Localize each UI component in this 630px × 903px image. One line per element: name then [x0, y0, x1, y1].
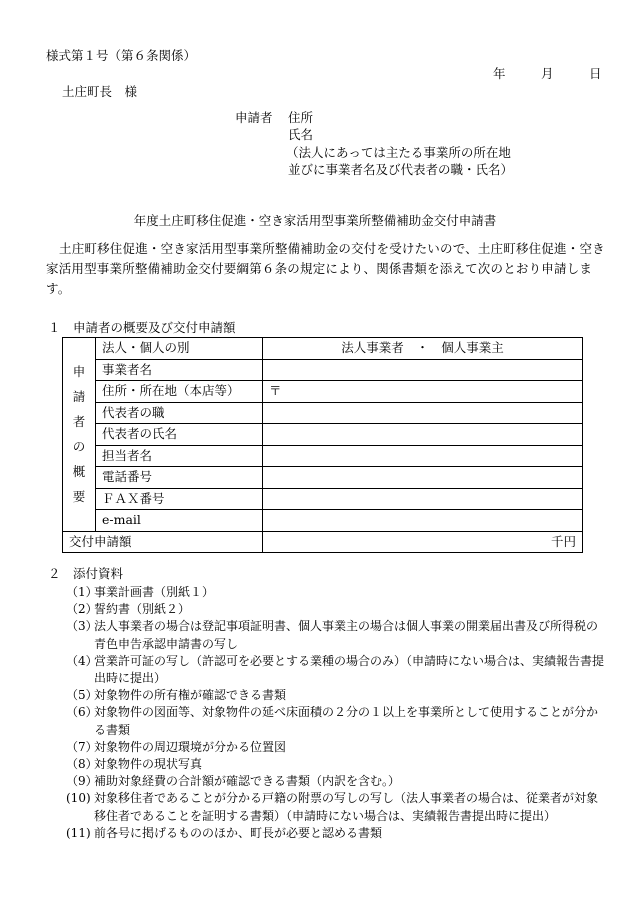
email-field[interactable]	[263, 510, 583, 532]
item-text: 対象物件の現状写真	[94, 757, 203, 772]
grant-amount-label: 交付申請額	[63, 531, 263, 553]
row-label: e-mail	[96, 510, 263, 532]
item-text: 対象物件の所有権が確認できる書類	[94, 688, 287, 703]
applicant-address-label: 住所	[288, 110, 314, 125]
item-text: 前各号に掲げるもののほか、町長が必要と認める書類	[94, 825, 383, 840]
item-text: 法人事業者の場合は登記事項証明書、個人事業主の場合は個人事業の開業届出書及び所得税の青色申告承認申請書の写し	[94, 619, 599, 651]
item-text: 補助対象経費の合計額が確認できる書類（内訳を含む。）	[94, 774, 401, 789]
representative-title-field[interactable]	[263, 402, 583, 424]
document-title: 年度土庄町移住促進・空き家活用型事業所整備補助金交付申請書	[133, 213, 497, 228]
row-label: 代表者の職	[96, 402, 263, 424]
table-row	[63, 488, 583, 510]
row-label: ＦＡＸ番号	[96, 488, 263, 510]
corp-type-value: 法人事業者 ・ 個人事業主	[263, 338, 583, 360]
list-item	[66, 687, 606, 704]
list-item	[66, 739, 606, 756]
item-number: （5）	[66, 688, 98, 703]
representative-name-field[interactable]	[263, 424, 583, 446]
list-item	[66, 773, 606, 790]
item-number: （9）	[66, 774, 98, 789]
item-text: 対象物件の図面等、対象物件の延べ床面積の２分の１以上を事業所として使用することが分かる書類	[94, 705, 599, 737]
item-text: 対象移住者であることが分かる戸籍の附票の写しの写し（法人事業者の場合は、従業者が対象移住者であることを証明する書類）（申請時にない場合は、実績報告書提出時に提出）	[94, 791, 599, 823]
attachment-list	[66, 584, 606, 842]
item-text: 営業許可証の写し（許認可を必要とする業種の場合のみ）（申請時にない場合は、実績報告書提出時に提出）	[94, 653, 605, 686]
applicant-note-line2: 並びに事業者名及び代表者の職・氏名）	[288, 162, 514, 177]
item-number: (11)	[66, 825, 91, 840]
item-text: 誓約書（別紙２）	[94, 602, 191, 617]
list-item	[66, 653, 606, 687]
list-item	[66, 825, 606, 842]
applicant-summary-table	[62, 337, 583, 553]
fax-field[interactable]	[263, 488, 583, 510]
table-row	[63, 445, 583, 467]
table-row	[63, 510, 583, 532]
business-name-field[interactable]	[263, 359, 583, 381]
list-item	[66, 790, 606, 824]
item-number: (10)	[66, 791, 91, 806]
row-label: 法人・個人の別	[96, 338, 263, 360]
row-label: 事業者名	[96, 359, 263, 381]
intro-paragraph: 土庄町移住促進・空き家活用型事業所整備補助金の交付を受けたいので、土庄町移住促進・空き家活用型事業所整備補助金交付要綱第６条の規定により、関係書類を添えて次のとおり申請します。	[46, 241, 605, 296]
item-number: （6）	[66, 705, 98, 720]
phone-field[interactable]	[263, 467, 583, 489]
grant-amount-unit: 千円	[550, 533, 576, 549]
table-row	[63, 359, 583, 381]
address-field[interactable]: 〒	[263, 381, 583, 403]
list-item	[66, 601, 606, 618]
row-label: 担当者名	[96, 445, 263, 467]
section2-heading: ２ 添付資料	[48, 566, 124, 581]
item-number: （3）	[66, 619, 98, 634]
table-row	[63, 467, 583, 489]
applicant-name-label: 氏名	[288, 127, 314, 142]
row-label: 電話番号	[96, 467, 263, 489]
addressee: 土庄町長 様	[62, 84, 138, 99]
row-label: 代表者の氏名	[96, 424, 263, 446]
side-heading	[63, 338, 96, 532]
applicant-label: 申請者	[235, 110, 273, 125]
date-month-label: 月	[541, 66, 554, 81]
table-row	[63, 402, 583, 424]
form-number: 様式第１号（第６条関係）	[46, 48, 197, 63]
item-number: （2）	[66, 602, 98, 617]
item-text: 事業計画書（別紙１）	[94, 585, 215, 599]
table-row	[63, 381, 583, 403]
list-item	[66, 584, 606, 601]
grant-amount-field[interactable]	[263, 531, 583, 553]
section1-heading: １ 申請者の概要及び交付申請額	[48, 320, 236, 335]
table-row	[63, 338, 583, 360]
item-number: （4）	[66, 653, 98, 668]
table-row	[63, 531, 583, 553]
applicant-note-line1: （法人にあっては主たる事業所の所在地	[286, 145, 511, 160]
list-item	[66, 618, 606, 652]
item-number: （8）	[66, 757, 98, 772]
item-text: 対象物件の周辺環境が分かる位置図	[94, 739, 287, 754]
row-label: 住所・所在地（本店等）	[96, 381, 263, 403]
list-item	[66, 704, 606, 738]
table-row	[63, 424, 583, 446]
side-heading-text: 申請者の概要	[72, 364, 86, 505]
date-day-label: 日	[589, 66, 602, 81]
item-number: （1）	[66, 585, 98, 599]
date-year-label: 年	[493, 66, 506, 81]
item-number: （7）	[66, 739, 98, 754]
list-item	[66, 756, 606, 773]
contact-person-field[interactable]	[263, 445, 583, 467]
